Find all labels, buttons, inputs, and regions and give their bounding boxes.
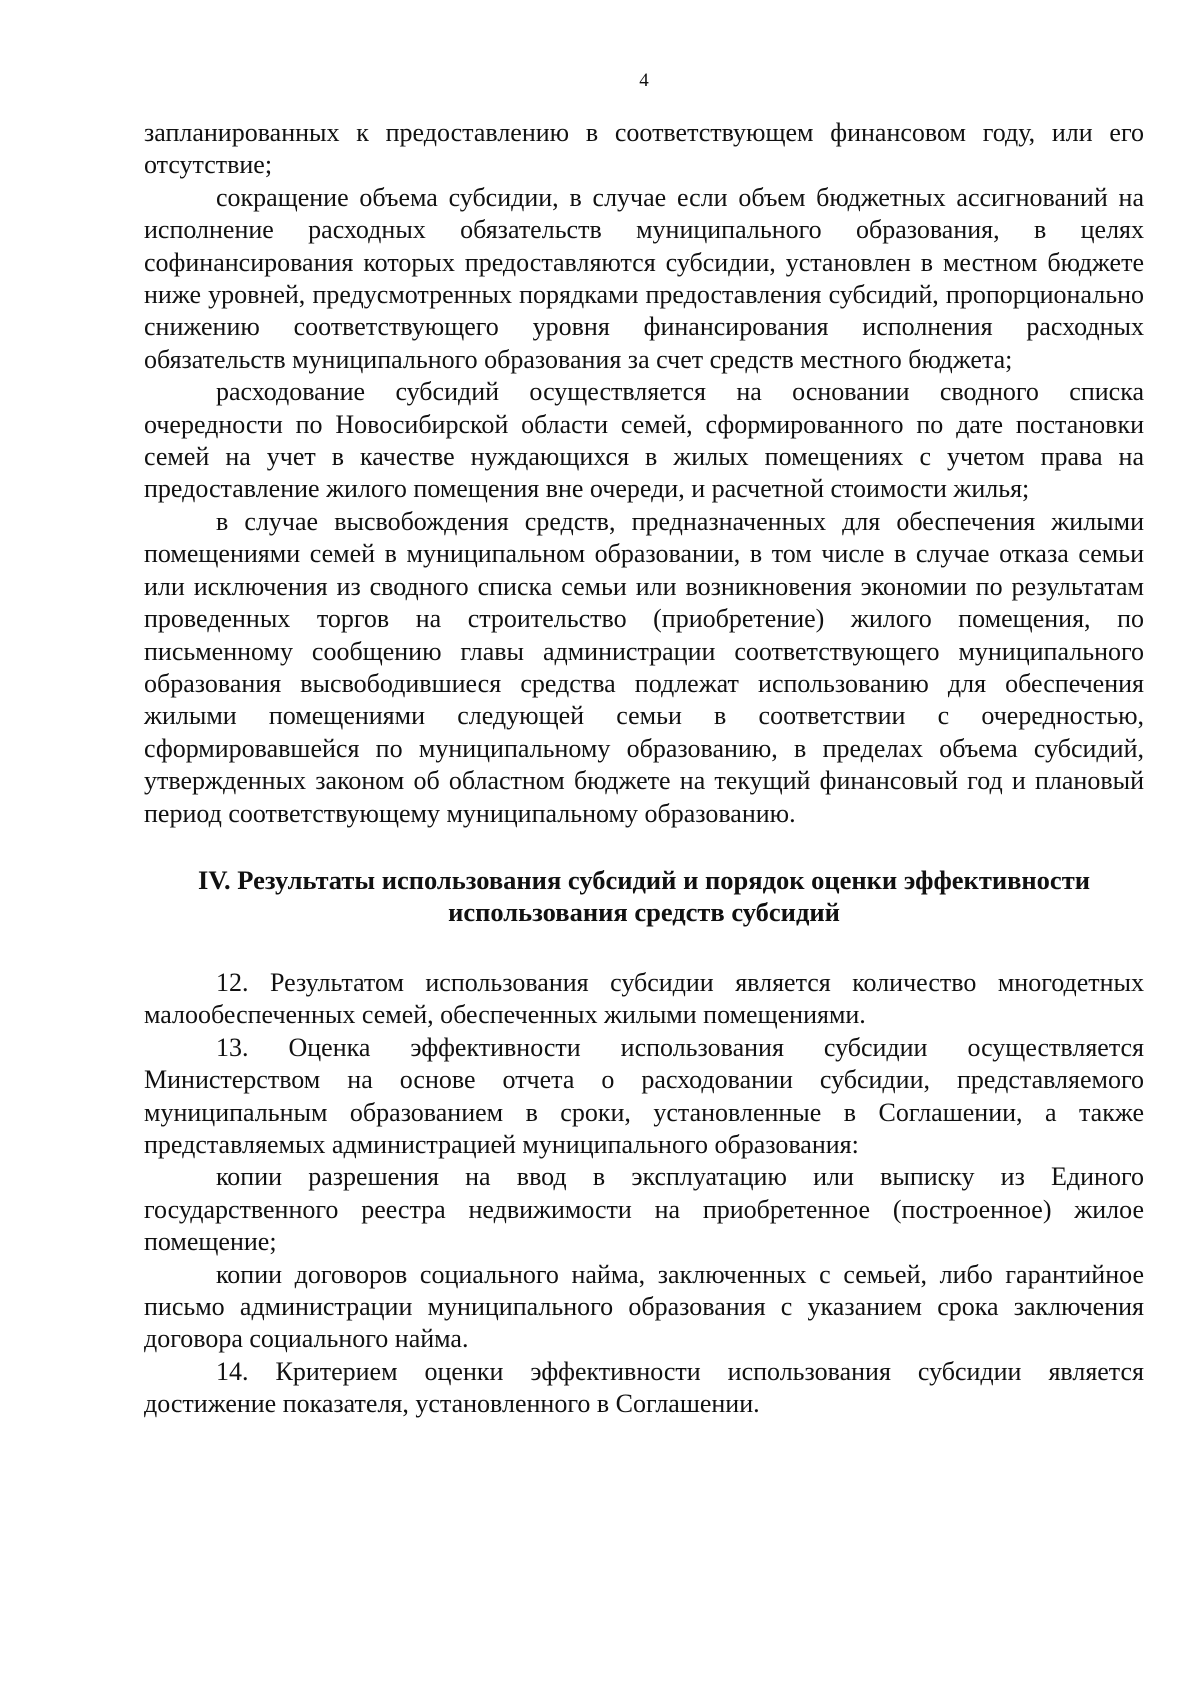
paragraph-permit-copies: копии разрешения на ввод в эксплуатацию или выписку из Единого государственного реестра недвижимости на приобретенное (построенное) жилое помещение; [144, 1162, 1144, 1257]
paragraph-budget-absence: запланированных к предоставлению в соответствующем финансовом году, или его отсутствие; [144, 118, 1144, 180]
section-heading-line-2: использования средств субсидий [448, 896, 840, 927]
document-body [144, 117, 1144, 1421]
paragraph-item-12: 12. Результатом использования субсидии является количество многодетных малообеспеченных семей, обеспеченных жилыми помещениями. [144, 967, 1144, 1030]
page-number: 4 [639, 70, 649, 91]
paragraph-item-13: 13. Оценка эффективности использования субсидии осуществляется Министерством на основе отчета о расходовании субсидии, представляемого муниципальным образованием в сроки, установленные в Соглашении, а также представляемых администрацией муниципального образования: [144, 1032, 1144, 1159]
section-heading [144, 864, 1144, 928]
paragraph-funds-release: в случае высвобождения средств, предназначенных для обеспечения жилыми помещениями семей в муниципальном образовании, в том числе в случае отказа семьи или исключения из сводного списка семьи или возникновения экономии по результатам проведенных торгов на строительство (приобретение) жилого помещения, по письменному сообщению главы администрации соответствующего муниципального образования высвободившиеся средства подлежат использованию для обеспечения жилыми помещениями следующей семьи в соответствии с очередностью, сформировавшейся по муниципальному образованию, в пределах объема субсидий, утвержденных законом об областном бюджете на текущий финансовый год и плановый период соответствующему муниципальному образованию. [144, 506, 1144, 828]
paragraph-subsidy-spending: расходование субсидий осуществляется на основании сводного списка очередности по Новосибирской области семей, сформированного по дате постановки семей на учет в качестве нуждающихся в жилых помещениях с учетом права на предоставление жилого помещения вне очереди, и расчетной стоимости жилья; [144, 377, 1144, 504]
section-heading-line-1: IV. Результаты использования субсидий и порядок оценки эффективности [198, 864, 1090, 895]
paragraph-subsidy-reduction: сокращение объема субсидии, в случае если объем бюджетных ассигнований на исполнение расходных обязательств муниципального образования, в целях софинансирования которых предоставляются субсидии, установлен в местном бюджете ниже уровней, предусмотренных порядками предоставления субсидий, пропорционально снижению соответствующего уровня финансирования исполнения расходных обязательств муниципального образования за счет средств местного бюджета; [144, 182, 1144, 374]
paragraph-item-14: 14. Критерием оценки эффективности использования субсидии является достижение показателя, установленного в Соглашении. [144, 1356, 1144, 1419]
paragraph-lease-copies: копии договоров социального найма, заключенных с семьей, либо гарантийное письмо администрации муниципального образования с указанием срока заключения договора социального найма. [144, 1259, 1144, 1354]
